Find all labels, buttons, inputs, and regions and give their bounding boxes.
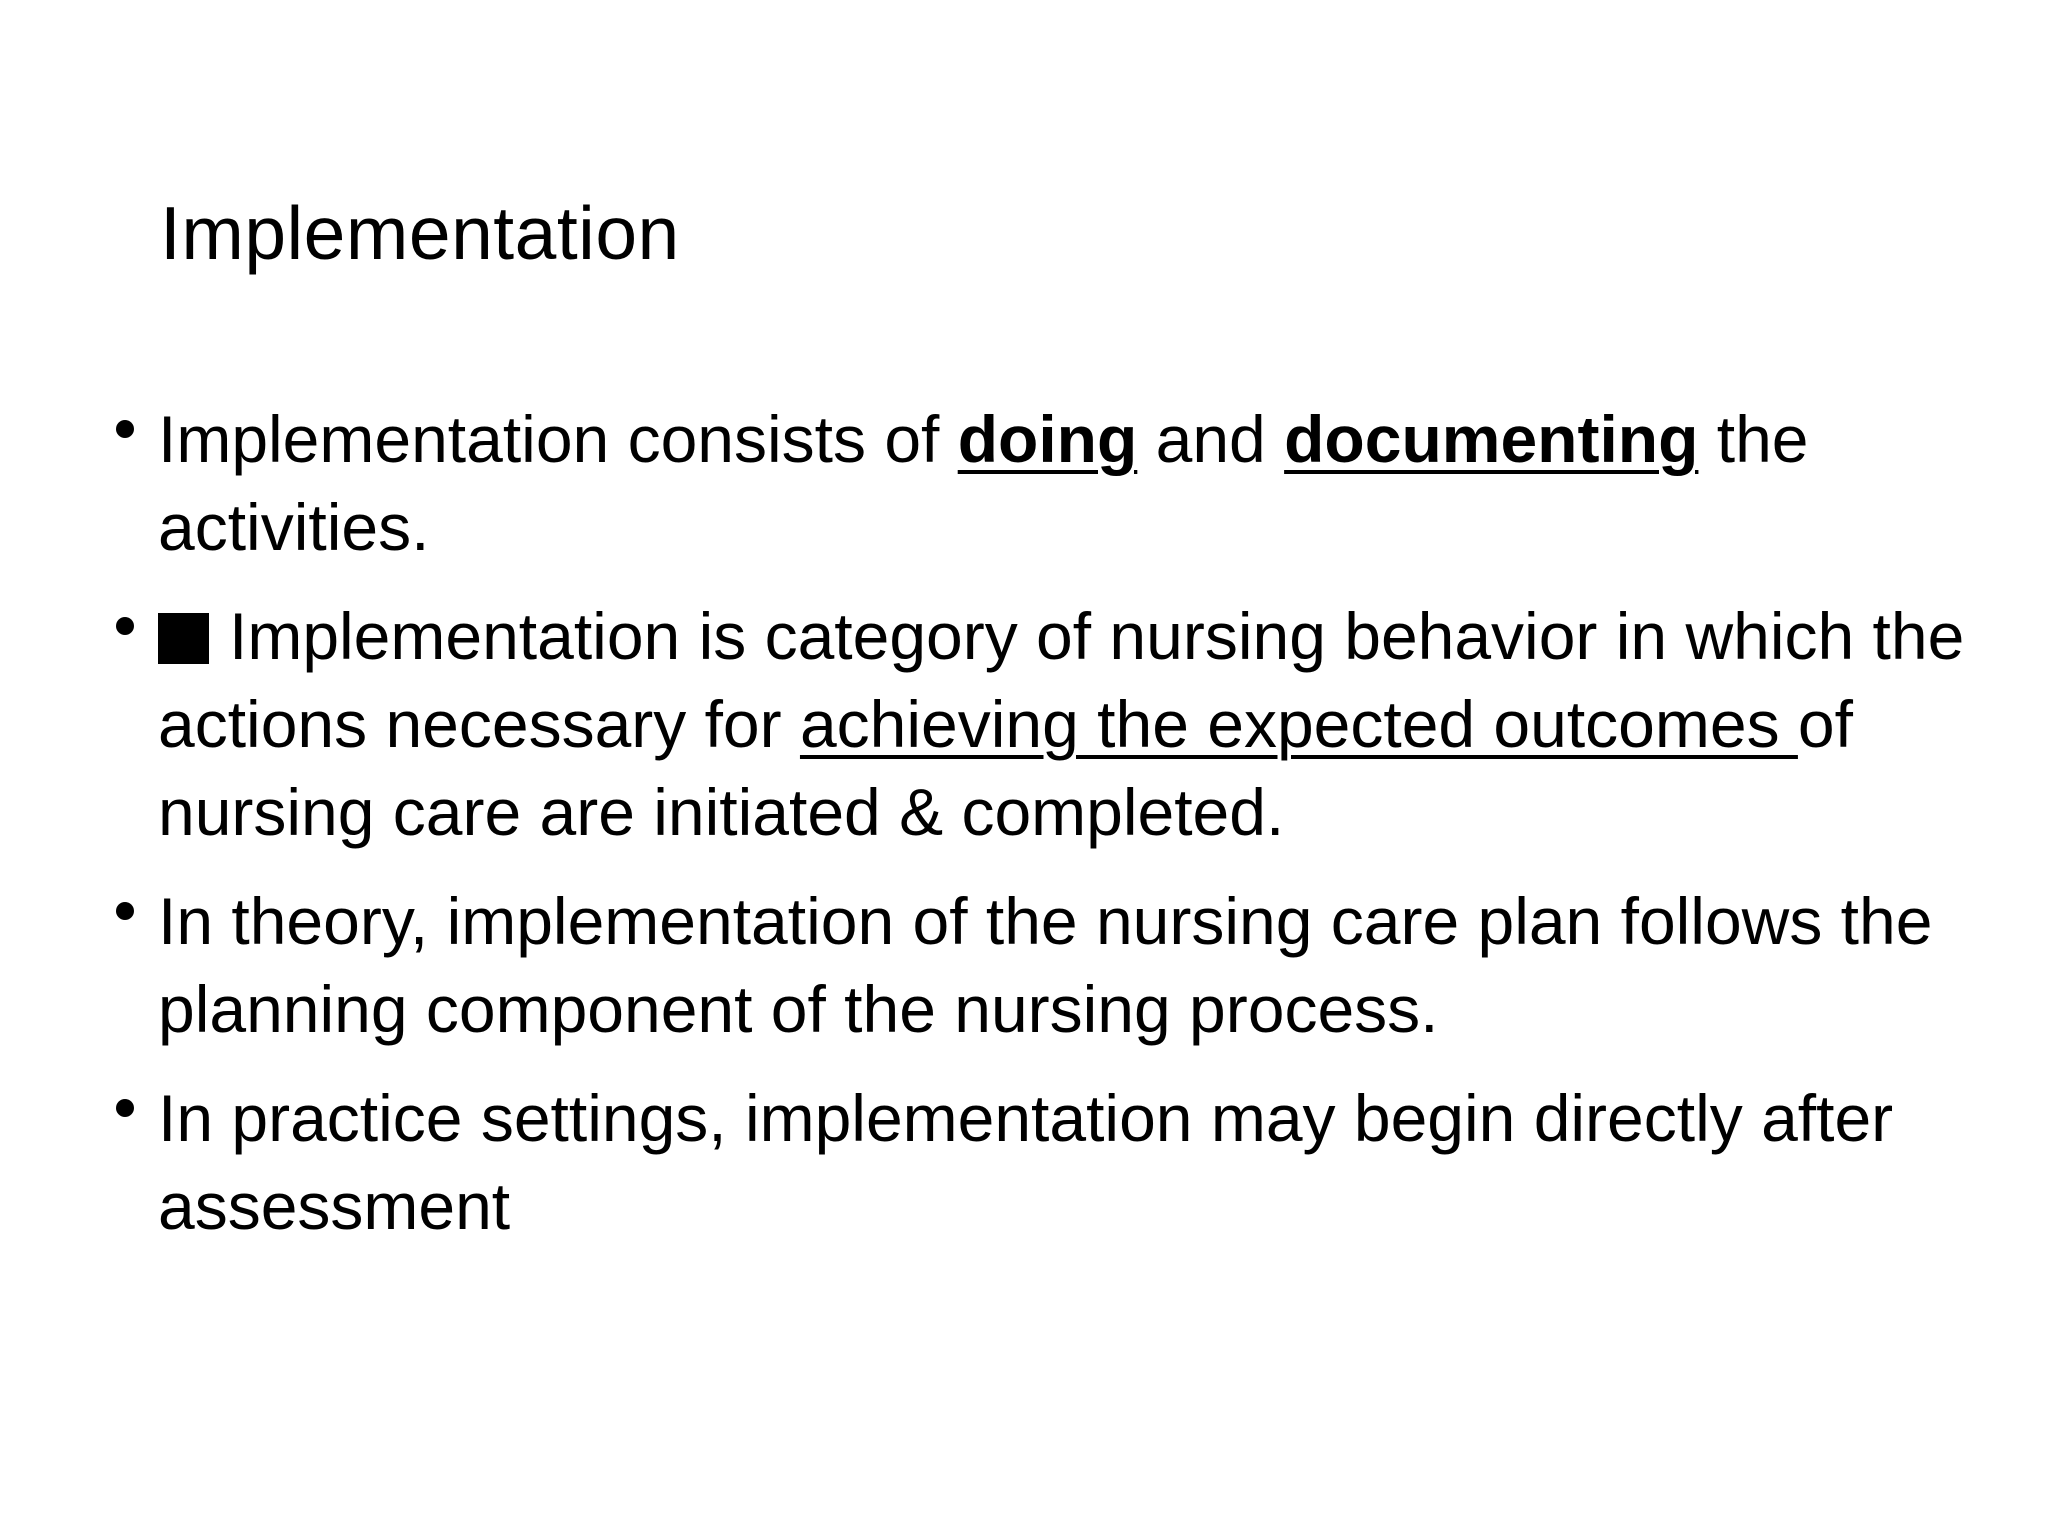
emphasis-doing: doing <box>957 402 1138 476</box>
bullet-icon <box>116 617 134 635</box>
bullet-text: Implementation consists of <box>158 402 958 476</box>
underlined-expected-outcomes: achieving the expected outcomes <box>799 687 1798 761</box>
bullet-icon <box>116 420 134 438</box>
bullet-icon <box>116 1099 134 1117</box>
bullet-item-theory <box>112 877 1982 1053</box>
slide-title: Implementation <box>160 191 680 275</box>
bullet-text: Implementation is category of nursing behavior in which the actions necessary for <box>158 599 1965 761</box>
bullet-item-practice <box>112 1074 1982 1250</box>
bullet-icon <box>116 902 134 920</box>
bullet-text: and <box>1137 402 1285 476</box>
bullet-text: the activities. <box>158 402 1809 564</box>
black-square-icon <box>158 613 209 664</box>
bullet-list <box>112 395 1982 1271</box>
bullet-text: In practice settings, implementation may begin directly after assessment <box>158 1081 1894 1243</box>
bullet-text: of nursing care are initiated & completed. <box>158 687 1853 849</box>
bullet-item-doing-documenting <box>112 395 1982 571</box>
bullet-item-definition <box>112 592 1982 856</box>
emphasis-documenting: documenting <box>1284 402 1699 476</box>
bullet-text: In theory, implementation of the nursing care plan follows the planning component of the nursing process. <box>158 884 1933 1046</box>
